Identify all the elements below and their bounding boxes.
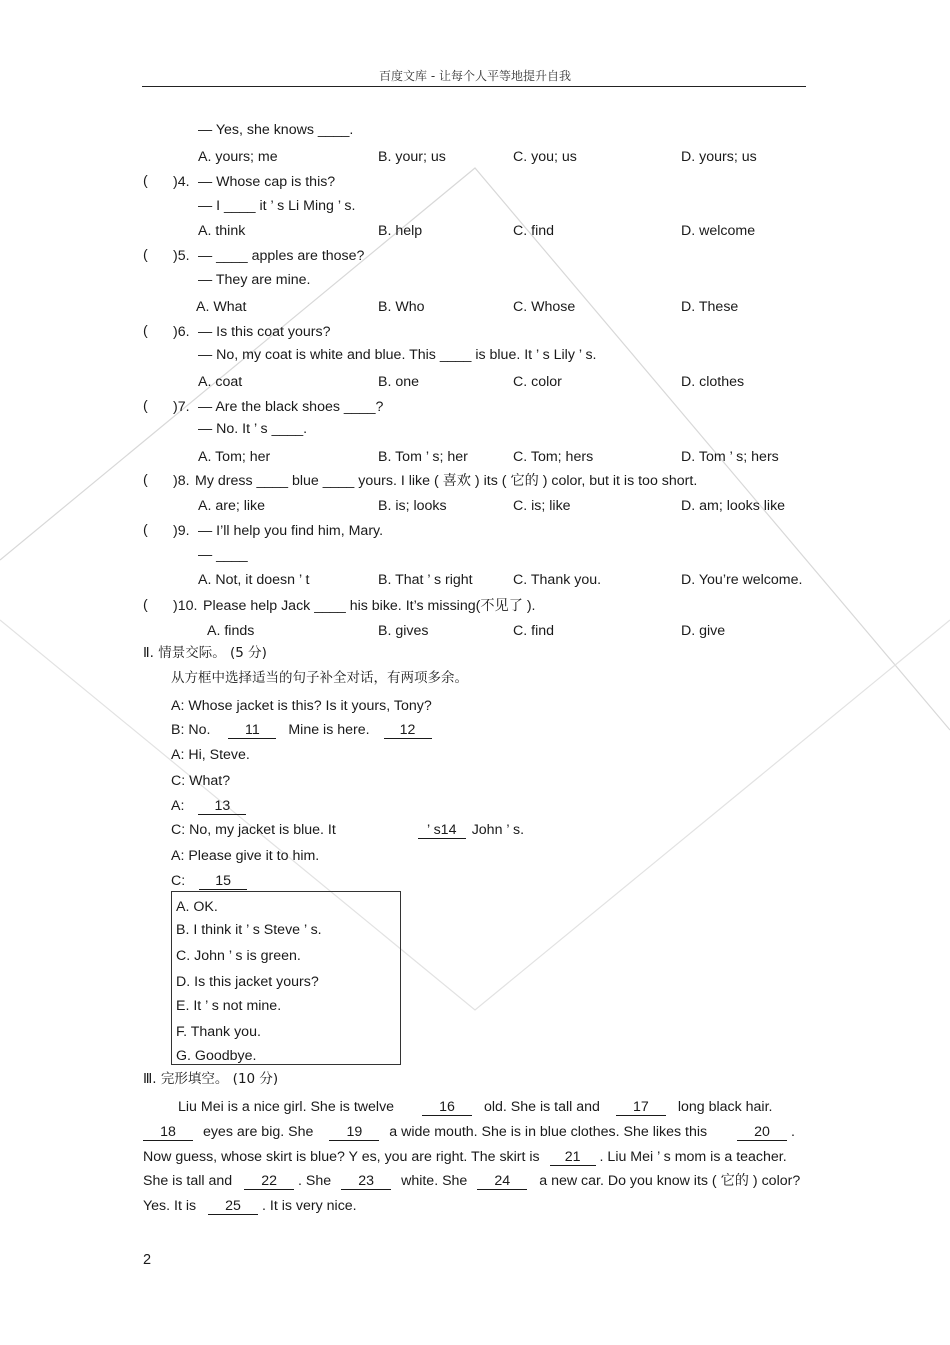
q4-option-c: C. find <box>513 223 555 239</box>
dialog-line-6-tail: John ’ s. <box>471 822 525 838</box>
q10-option-b: B. gives <box>378 623 429 639</box>
q9-option-d: D. You’re welcome. <box>681 572 803 588</box>
q5-stem: — ____ apples are those? <box>198 248 365 264</box>
cloze-line-2-text: eyes are big. She <box>202 1124 314 1140</box>
cloze-line-2-mid: a wide mouth. She is in blue clothes. She likes this <box>389 1124 708 1140</box>
q5-number: )5. <box>173 248 190 264</box>
blank-18[interactable]: 18 <box>143 1125 193 1141</box>
q5-option-d: D. These <box>681 299 739 315</box>
cloze-line-5-text: Yes. It is <box>143 1198 197 1214</box>
dialog-line-8 <box>171 872 247 890</box>
cloze-line-2-end: . <box>791 1124 795 1140</box>
q8-stem: My dress ____ blue ____ yours. I like ( 喜欢 ) its ( 它的 ) color, but it is too short. <box>195 473 698 489</box>
q10-option-a: A. finds <box>207 623 255 639</box>
q9-reply: — ____ <box>198 547 248 563</box>
q9-option-b: B. That ’ s right <box>378 572 473 588</box>
q6-option-b: B. one <box>378 374 420 390</box>
dialog-line-7: A: Please give it to him. <box>171 848 320 864</box>
q6-option-c: C. color <box>513 374 562 390</box>
cloze-line-4-mid-1: . She <box>298 1173 332 1189</box>
q7-option-c: C. Tom; hers <box>513 449 594 465</box>
blank-20[interactable]: 20 <box>737 1125 787 1141</box>
blank-12[interactable]: 12 <box>384 723 432 739</box>
q10-number: )10. <box>173 598 198 614</box>
dialog-line-8-speaker: C: <box>171 873 186 889</box>
cloze-line-4 <box>143 1172 800 1190</box>
q9-answer-paren: ( <box>143 522 148 538</box>
cloze-line-3-text: Now guess, whose skirt is blue? Y es, you are right. The skirt is <box>143 1149 540 1165</box>
q7-stem: — Are the black shoes ____? <box>198 399 384 415</box>
q5-option-b: B. Who <box>378 299 425 315</box>
dialog-line-6 <box>171 821 524 839</box>
cloze-line-1-mid: old. She is tall and <box>483 1099 600 1115</box>
q3-option-a: A. yours; me <box>198 149 278 165</box>
blank-16[interactable]: 16 <box>422 1100 472 1116</box>
cloze-line-5-end: . It is very nice. <box>262 1198 357 1214</box>
q10-stem: Please help Jack ____ his bike. It’s missing(不见了 ). <box>203 598 536 614</box>
box-option-c: C. John ’ s is green. <box>176 948 301 964</box>
dialog-line-2-text: Mine is here. <box>288 722 370 738</box>
q3-option-c: C. you; us <box>513 149 577 165</box>
q3-reply: — Yes, she knows ____. <box>198 122 354 138</box>
q9-number: )9. <box>173 523 190 539</box>
q4-reply: — I ____ it ’ s Li Ming ’ s. <box>198 198 356 214</box>
cloze-line-1 <box>178 1098 772 1116</box>
blank-24[interactable]: 24 <box>477 1174 527 1190</box>
q7-option-a: A. Tom; her <box>198 449 271 465</box>
box-option-b: B. I think it ’ s Steve ’ s. <box>176 922 322 938</box>
cloze-line-4-text: She is tall and <box>143 1173 233 1189</box>
q4-stem: — Whose cap is this? <box>198 174 336 190</box>
cloze-line-1-end: long black hair. <box>677 1099 773 1115</box>
q4-option-d: D. welcome <box>681 223 756 239</box>
dialog-line-2-speaker: B: No. <box>171 722 211 738</box>
q8-option-b: B. is; looks <box>378 498 447 514</box>
q5-reply: — They are mine. <box>198 272 311 288</box>
q7-option-d: D. Tom ’ s; hers <box>681 449 779 465</box>
blank-14[interactable]: ’ s14 <box>418 823 466 839</box>
box-option-g: G. Goodbye. <box>176 1048 257 1064</box>
q6-answer-paren: ( <box>143 323 148 339</box>
blank-25[interactable]: 25 <box>208 1199 258 1215</box>
q10-answer-paren: ( <box>143 597 148 613</box>
blank-11[interactable]: 11 <box>228 723 276 739</box>
blank-17[interactable]: 17 <box>616 1100 666 1116</box>
section-3-title: Ⅲ. 完形填空。 (10 分) <box>143 1071 279 1087</box>
blank-13[interactable]: 13 <box>198 799 246 815</box>
q7-option-b: B. Tom ’ s; her <box>378 449 468 465</box>
blank-19[interactable]: 19 <box>329 1125 379 1141</box>
blank-21[interactable]: 21 <box>550 1150 596 1166</box>
box-option-a: A. OK. <box>176 899 218 915</box>
cloze-line-2 <box>143 1123 795 1141</box>
q5-answer-paren: ( <box>143 247 148 263</box>
q6-stem: — Is this coat yours? <box>198 324 331 340</box>
q9-option-c: C. Thank you. <box>513 572 602 588</box>
q7-number: )7. <box>173 399 190 415</box>
header-divider <box>142 86 806 87</box>
q6-option-a: A. coat <box>198 374 243 390</box>
q4-option-b: B. help <box>378 223 423 239</box>
q8-option-a: A. are; like <box>198 498 266 514</box>
dialog-line-3: A: Hi, Steve. <box>171 747 250 763</box>
q4-answer-paren: ( <box>143 173 148 189</box>
cloze-line-3-end: . Liu Mei ’ s mom is a teacher. <box>599 1149 787 1165</box>
q6-reply: — No, my coat is white and blue. This ____ is blue. It ’ s Lily ’ s. <box>198 347 597 363</box>
cloze-line-5 <box>143 1197 357 1215</box>
cloze-line-4-end: a new car. Do you know its ( 它的 ) color? <box>539 1173 801 1189</box>
cloze-line-3 <box>143 1148 787 1166</box>
blank-15[interactable]: 15 <box>199 874 247 890</box>
q6-number: )6. <box>173 324 190 340</box>
q7-answer-paren: ( <box>143 398 148 414</box>
dialog-line-6-text: C: No, my jacket is blue. It <box>171 822 336 838</box>
dialog-line-2 <box>171 721 432 739</box>
q6-option-d: D. clothes <box>681 374 745 390</box>
q10-option-c: C. find <box>513 623 555 639</box>
dialog-line-5-speaker: A: <box>171 798 185 814</box>
q9-stem: — I’ll help you find him, Mary. <box>198 523 384 539</box>
dialog-line-4: C: What? <box>171 773 231 789</box>
q8-answer-paren: ( <box>143 472 148 488</box>
q5-option-c: C. Whose <box>513 299 576 315</box>
q8-number: )8. <box>173 473 190 489</box>
dialog-line-5 <box>171 797 246 815</box>
q3-option-b: B. your; us <box>378 149 446 165</box>
q5-option-a: A. What <box>196 299 247 315</box>
page-number: 2 <box>143 1252 152 1268</box>
section-2-title: Ⅱ. 情景交际。 (5 分) <box>143 645 267 661</box>
q4-option-a: A. think <box>198 223 246 239</box>
q7-reply: — No. It ’ s ____. <box>198 421 308 437</box>
q8-option-c: C. is; like <box>513 498 571 514</box>
q3-option-d: D. yours; us <box>681 149 757 165</box>
q8-option-d: D. am; looks like <box>681 498 786 514</box>
page-header: 百度文库 - 让每个人平等地提升自我 <box>379 69 571 83</box>
cloze-line-4-mid-2: white. She <box>401 1173 468 1189</box>
section-2-instruction: 从方框中选择适当的句子补全对话，有两项多余。 <box>171 670 468 686</box>
box-option-d: D. Is this jacket yours? <box>176 974 319 990</box>
q9-option-a: A. Not, it doesn ’ t <box>198 572 310 588</box>
cloze-line-1-text: Liu Mei is a nice girl. She is twelve <box>178 1099 395 1115</box>
dialog-line-1: A: Whose jacket is this? Is it yours, Tony? <box>171 698 432 714</box>
q4-number: )4. <box>173 174 190 190</box>
box-option-f: F. Thank you. <box>176 1024 261 1040</box>
blank-23[interactable]: 23 <box>341 1174 391 1190</box>
box-option-e: E. It ’ s not mine. <box>176 998 282 1014</box>
blank-22[interactable]: 22 <box>244 1174 294 1190</box>
q10-option-d: D. give <box>681 623 726 639</box>
